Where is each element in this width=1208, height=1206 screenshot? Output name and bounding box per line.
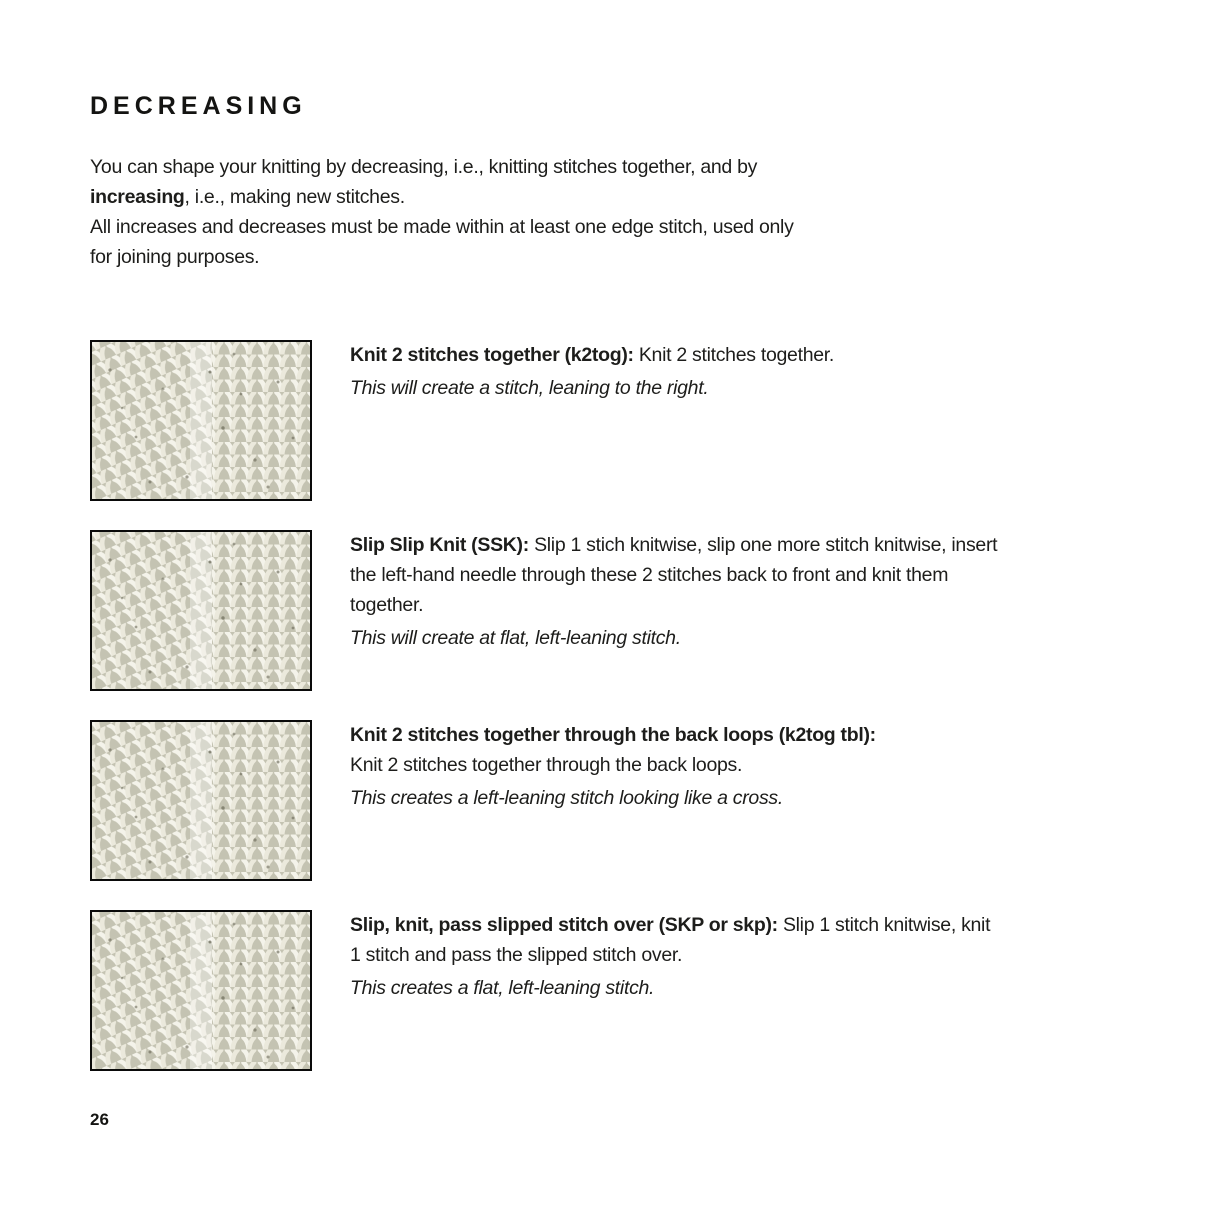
technique-name: Knit 2 stitches together through the back loops (k2tog tbl):	[350, 724, 876, 746]
technique-desc: Knit 2 stitches together.	[633, 344, 835, 366]
intro-line-1: You can shape your knitting by decreasing, i.e., knitting stitches together, and by	[90, 156, 758, 178]
technique-heading	[350, 340, 834, 370]
technique-text-k2tog-tbl	[350, 720, 876, 813]
technique-desc-line: Knit 2 stitches together through the back loops.	[350, 754, 743, 776]
technique-desc-line: the left-hand needle through these 2 stitches back to front and knit them	[350, 564, 949, 586]
page-number: 26	[90, 1110, 109, 1129]
knit-texture-graphic	[92, 342, 310, 499]
technique-row-skp	[90, 910, 1208, 1071]
intro-paragraph	[90, 152, 1208, 272]
intro-line-4: for joining purposes.	[90, 246, 260, 268]
technique-row-k2tog	[90, 340, 1208, 501]
technique-heading	[350, 910, 990, 940]
page-title: DECREASING	[90, 92, 307, 120]
technique-note: This creates a left-leaning stitch looking like a cross.	[350, 787, 783, 809]
knit-swatch-photo-k2tog	[90, 340, 312, 501]
knit-swatch-photo-k2tog-tbl	[90, 720, 312, 881]
knit-texture-graphic	[92, 532, 310, 689]
technique-heading	[350, 720, 876, 750]
technique-name: Slip, knit, pass slipped stitch over (SKP or skp):	[350, 914, 778, 936]
intro-line-2-rest: , i.e., making new stitches.	[184, 186, 405, 208]
intro-bold-word: increasing	[90, 186, 185, 208]
knit-swatch-photo-skp	[90, 910, 312, 1071]
intro-line-2	[90, 182, 1208, 212]
technique-text-skp	[350, 910, 990, 1003]
technique-row-ssk	[90, 530, 1208, 691]
knit-texture-graphic	[92, 912, 310, 1069]
technique-desc-line: 1 stitch and pass the slipped stitch over.	[350, 944, 683, 966]
technique-desc: Slip 1 stich knitwise, slip one more stitch knitwise, insert	[528, 534, 998, 556]
intro-line-3: All increases and decreases must be made within at least one edge stitch, used only	[90, 216, 794, 238]
technique-heading	[350, 530, 997, 560]
technique-note: This will create at flat, left-leaning stitch.	[350, 627, 681, 649]
technique-text-ssk	[350, 530, 997, 653]
technique-name: Slip Slip Knit (SSK):	[350, 534, 529, 556]
technique-row-k2tog-tbl	[90, 720, 1208, 881]
knit-swatch-photo-ssk	[90, 530, 312, 691]
technique-desc: Slip 1 stitch knitwise, knit	[777, 914, 991, 936]
technique-note: This will create a stitch, leaning to the right.	[350, 377, 709, 399]
technique-note: This creates a flat, left-leaning stitch.	[350, 977, 655, 999]
technique-text-k2tog	[350, 340, 834, 403]
technique-list	[90, 340, 1208, 1071]
knit-texture-graphic	[92, 722, 310, 879]
technique-desc-line: together.	[350, 594, 424, 616]
technique-name: Knit 2 stitches together (k2tog):	[350, 344, 634, 366]
